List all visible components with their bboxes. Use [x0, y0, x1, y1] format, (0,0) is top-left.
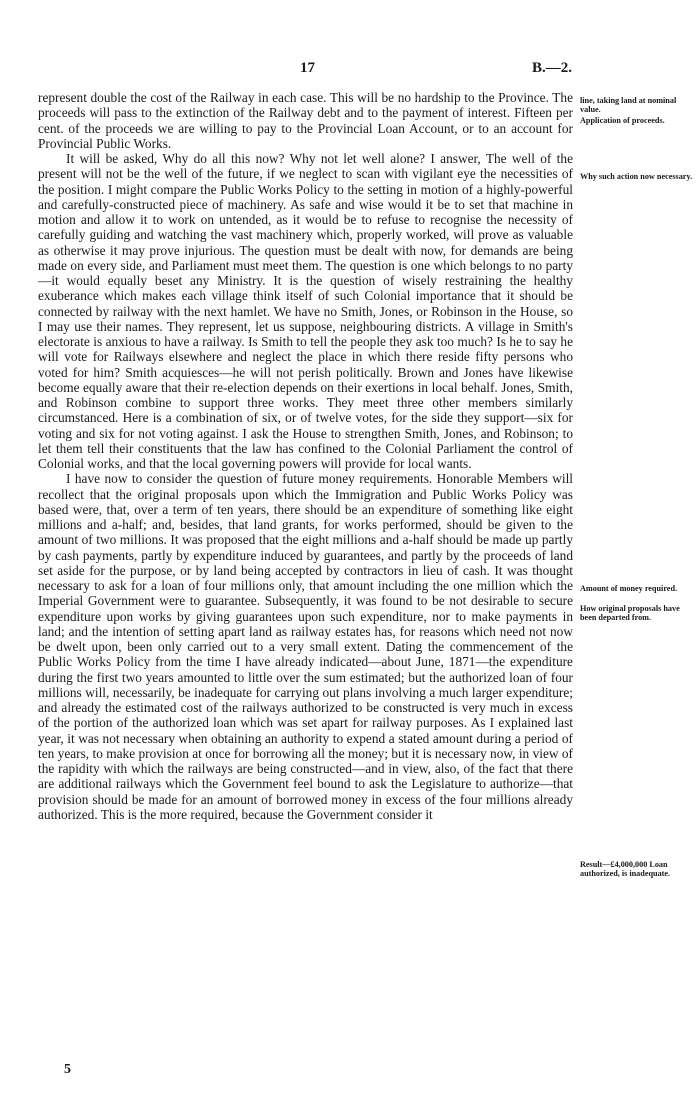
page-header	[0, 60, 700, 80]
margin-note: Application of proceeds.	[580, 116, 665, 125]
paragraph: represent double the cost of the Railway in each case. This will be no hardship to the Province. The proceeds will pass to the extinction of the Railway debt and to the payment of interest. Fifteen per cent. of the proceeds we are willing to pay to the Provincial Loan Account, or to an account for Provincial Public Works.	[38, 90, 573, 151]
paragraph: It will be asked, Why do all this now? Why not let well alone? I answer, The well of the present will not be the well of the future, if we neglect to scan with vigilant eye the necessities of the position. I might compare the Public Works Policy to the setting in motion of a highly-powerful and carefully-constructed piece of machinery. As safe and wise would it be to set that machine in motion and allow it to work on untended, as it would be to refuse to recognise the necessity of carefully guiding and watching the vast machinery which, properly worked, will prove as valuable as otherwise it may prove injurious. The question must be dealt with now, for demands are being made on every side, and Parliament must meet them. The question is one which belongs to no party—it would equally beset any Ministry. It is the question of wisely restraining the healthy exuberance which makes each village think itself of such Colonial importance that it should be connected by railway with the next hamlet. We have no Smith, Jones, or Robinson in the House, so I may use their names. They represent, let us suppose, neighbouring districts. A village in Smith's electorate is anxious to have a railway. Is Smith to tell the people they ask too much? Is he to say he will vote for Railways elsewhere and neglect the place in which there reside fifty persons who voted for him? Smith acquiesces—he will not perish politically. Brown and Jones have likewise become equally aware that their re-election depends on their exertions in local behalf. Jones, Smith, and Robinson combine to support three works. They meet three other members similarly circumstanced. Here is a combination of six, or of twelve votes, for the side they support—six for voting and six for not voting against. I ask the House to strengthen Smith, Jones, and Robinson; to let them tell their constituents that the law has confined to the Colonial Parliament the control of Colonial works, and that the local governing powers will provide for local wants.	[38, 151, 573, 471]
page-number: 17	[300, 60, 315, 76]
margin-note: Result—£4,000,000 Loan authorized, is inadequate.	[580, 860, 671, 879]
paragraph: I have now to consider the question of future money requirements. Honorable Members will recollect that the original proposals upon which the Immigration and Public Works Policy was based were, that, over a term of ten years, there should be an expenditure of something like eight millions and a-half; and, besides, that land grants, for works performed, should be given to the amount of two millions. It was proposed that the eight millions and a-half should be made up partly by cash payments, partly by expenditure induced by guarantees, and partly by the proceeds of land set aside for the purpose, or by land being accepted by contractors in lieu of cash. It was thought necessary to ask for a loan of four millions only, that amount including the one million which the Imperial Government were to guarantee. Subsequently, it was found to be not desirable to secure expenditure upon works by giving guarantees upon such expenditure, nor to make payments in land; and the intention of setting apart land as railway estates has, for reasons which need not now be dwelt upon, been only carried out to a very small extent. Dating the commencement of the Public Works Policy from the time I have already indicated—about June, 1871—the expenditure during the first two years amounted to little over the sum estimated; but the authorized loan of four millions will, necessarily, be inadequate for carrying out plans involving a much larger expenditure; and already the estimated cost of the railways authorized to be constructed is very much in excess of the portion of the authorized loan which was set apart for railway purposes. As I explained last year, it was not necessary when obtaining an authority to expend a stated amount during a period of ten years, to make provision at once for borrowing all the money; but it is necessary now, in view of the rapidity with which the railways are being constructed—and in view, also, of the fact that there are additional railways which the Government feel bound to ask the Legislature to authorize—that provision should be made for an amount of borrowed money in excess of the four millions already authorized. This is the more required, because the Government consider it	[38, 471, 573, 822]
margin-note: Why such action now necessary.	[580, 172, 693, 181]
signature-mark: 5	[64, 1062, 71, 1077]
paper-reference: B.—2.	[532, 60, 573, 76]
margin-note: Amount of money required.	[580, 584, 678, 593]
body-text	[38, 90, 573, 822]
margin-note: line, taking land at nominal value.	[580, 96, 677, 115]
margin-note: How original proposals have been departed from.	[580, 604, 680, 623]
